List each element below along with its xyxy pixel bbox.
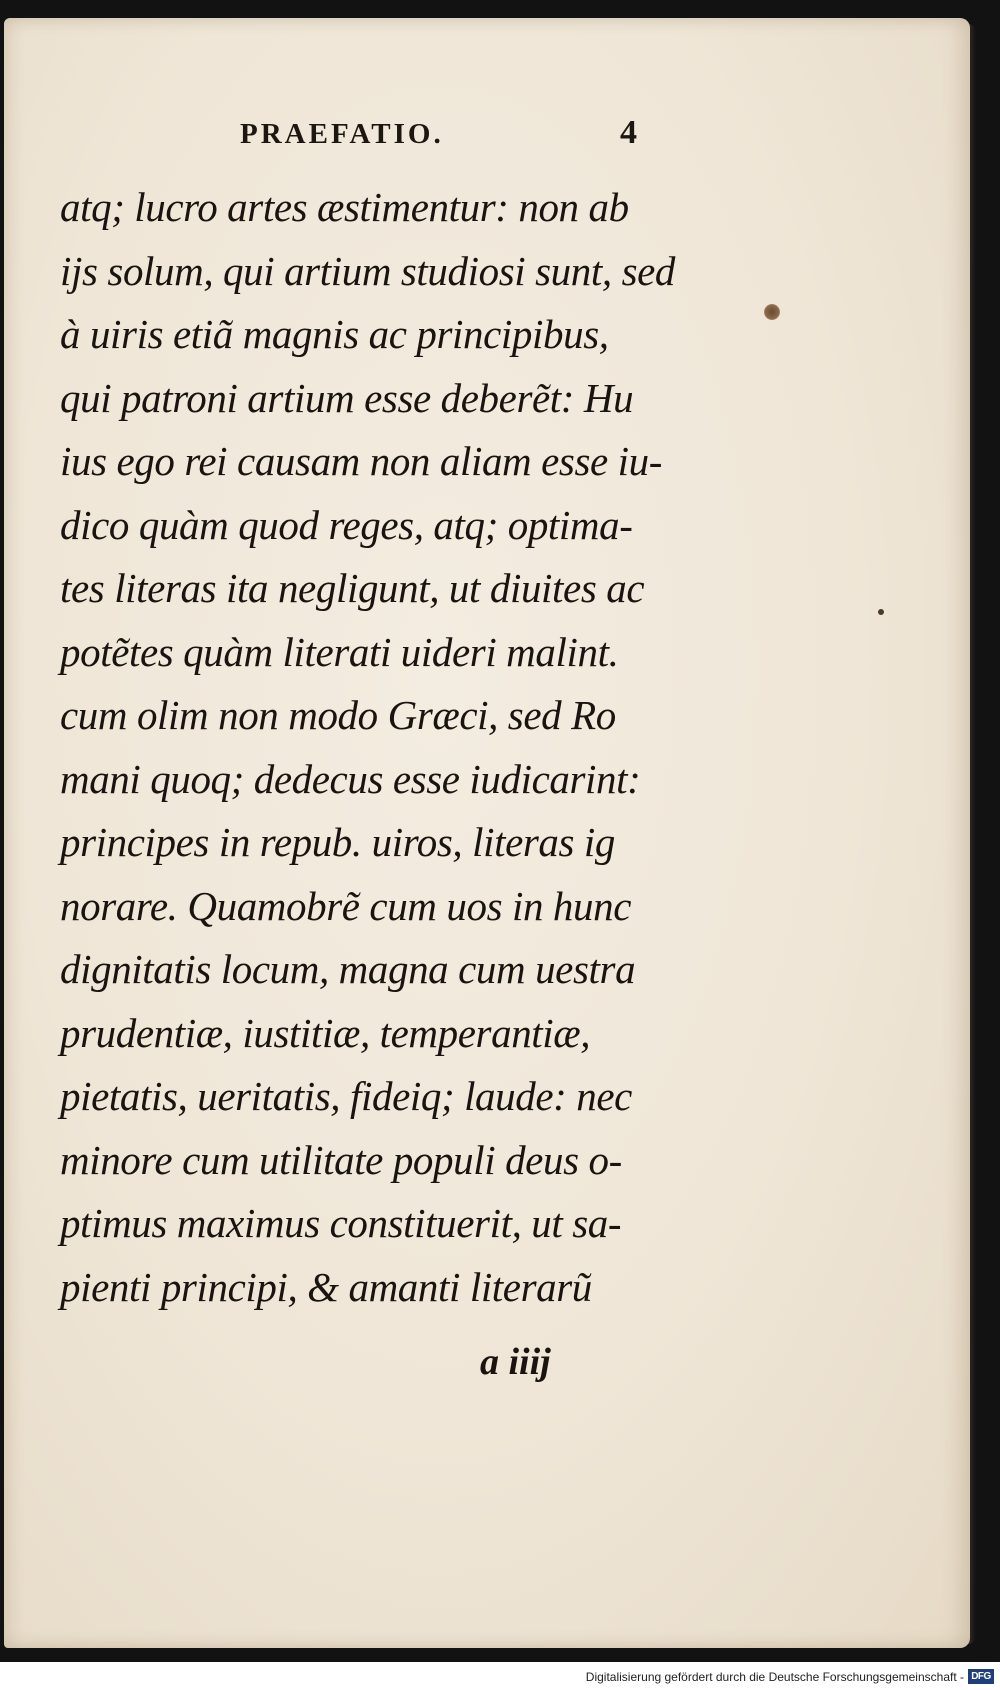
foxing-spot — [764, 304, 780, 320]
text-line: cum olim non modo Græci, sed Ro — [60, 692, 616, 738]
text-line: à uiris etiã magnis ac principibus, — [60, 311, 609, 357]
text-line: minore cum utilitate populi deus o- — [60, 1136, 622, 1183]
funding-credit: Digitalisierung gefördert durch die Deutsche Forschungsgemeinschaft - — [585, 1670, 964, 1684]
text-line: pienti principi, & amanti literarũ — [60, 1263, 592, 1310]
running-head: PRAEFATIO. — [240, 118, 444, 150]
text-line: principes in repub. uiros, literas ig — [60, 819, 616, 865]
text-line: prudentiæ, iustitiæ, temperantiæ, — [60, 1009, 591, 1056]
ink-speck — [878, 609, 884, 615]
text-line: mani quoq; dedecus esse iudicarint: — [60, 755, 641, 802]
page-number: 4 — [620, 114, 637, 151]
text-line: ptimus maximus constituerit, ut sa- — [60, 1200, 622, 1246]
page-header — [240, 114, 660, 158]
text-line: potẽtes quàm literati uideri malint. — [60, 628, 619, 675]
text-line: norare. Quamobrẽ cum uos in hunc — [60, 882, 632, 929]
text-line: ijs solum, qui artium studiosi sunt, sed — [60, 247, 676, 294]
text-line: tes literas ita negligunt, ut diuites ac — [60, 565, 645, 611]
text-line: pietatis, ueritatis, fideiq; laude: nec — [60, 1073, 632, 1119]
signature-mark: a iiij — [480, 1341, 551, 1383]
text-line: dignitatis locum, magna cum uestra — [60, 946, 636, 992]
digitization-footer — [0, 1666, 1000, 1690]
text-line: atq; lucro artes æstimentur: non ab — [60, 184, 629, 230]
text-line: ius ego rei causam non aliam esse iu- — [60, 438, 663, 484]
dfg-logo-icon: DFG — [968, 1669, 994, 1684]
body-text — [60, 176, 720, 1319]
text-line: dico quàm quod reges, atq; optima- — [60, 501, 633, 548]
text-line: qui patroni artium esse deberẽt: Hu — [60, 374, 634, 421]
